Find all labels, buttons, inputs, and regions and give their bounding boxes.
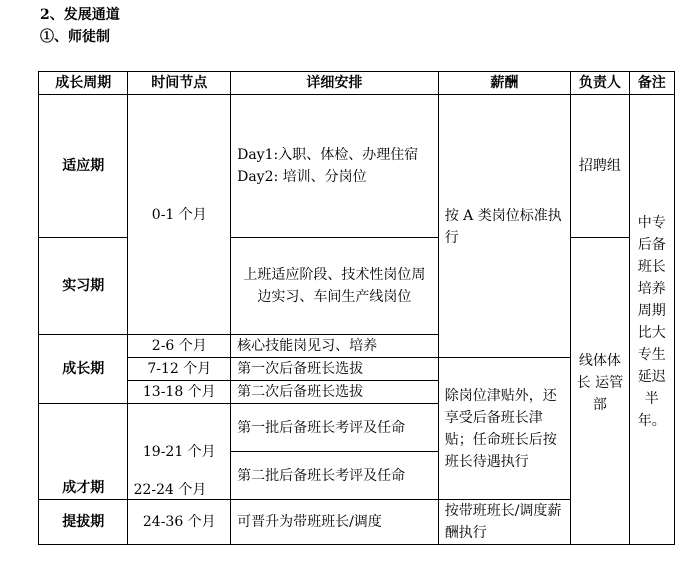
detail-day2: Day2: 培训、分岗位 — [237, 169, 367, 185]
detail-promotion: 可晋升为带班班长/调度 — [231, 500, 439, 545]
pay-a-class: 按 A 类岗位标准执行 — [438, 95, 570, 358]
header-note: 备注 — [629, 72, 674, 95]
detail-second-appoint: 第二批后备班长考评及任命 — [231, 452, 439, 500]
time-2-6: 2-6 个月 — [128, 335, 231, 358]
phase-growth: 成长期 — [39, 335, 128, 404]
detail-intern: 上班适应阶段、技术性岗位周边实习、车间生产线岗位 — [231, 238, 439, 335]
phase-adapt: 适应期 — [39, 95, 128, 238]
table-header-row — [39, 72, 675, 95]
detail-core-skill: 核心技能岗见习、培养 — [231, 335, 439, 358]
detail-adapt — [231, 95, 439, 238]
detail-first-appoint: 第一批后备班长考评及任命 — [231, 404, 439, 452]
time-label: 0-1 个月 — [151, 206, 207, 223]
time-19-21: 19-21 个月 — [128, 404, 231, 500]
header-time: 时间节点 — [128, 72, 231, 95]
subsection-heading: ①、师徒制 — [40, 29, 110, 45]
pay-allowance: 除岗位津贴外，还享受后备班长津贴；任命班长后按班长待遇执行 — [438, 358, 570, 500]
detail-second-selection: 第二次后备班长选拔 — [231, 381, 439, 404]
section-heading: 2、发展通道 — [40, 7, 120, 23]
table-row — [39, 95, 675, 238]
phase-intern: 实习期 — [39, 238, 128, 335]
header-detail: 详细安排 — [231, 72, 439, 95]
phase-talent: 成才期 — [39, 404, 128, 500]
phase-promote: 提拔期 — [39, 500, 128, 545]
pay-team-lead: 按带班班长/调度薪酬执行 — [438, 500, 570, 545]
time-24-36: 24-36 个月 — [128, 500, 231, 545]
detail-first-selection: 第一次后备班长选拔 — [231, 358, 439, 381]
development-path-table — [38, 71, 675, 545]
time-22-24: 22-24 个月 — [133, 482, 207, 498]
header-pay: 薪酬 — [438, 72, 570, 95]
time-7-12: 7-12 个月 — [128, 358, 231, 381]
header-phase: 成长周期 — [39, 72, 128, 95]
header-owner: 负责人 — [571, 72, 629, 95]
note-cell: 中专后备班长培养周期比大专生延迟半年。 — [629, 95, 674, 545]
time-13-18: 13-18 个月 — [128, 381, 231, 404]
time-0-1 — [128, 95, 231, 335]
detail-day1: Day1:入职、体检、办理住宿 — [237, 147, 419, 163]
owner-recruit: 招聘组 — [571, 95, 629, 238]
owner-line: 线体体长 运管部 — [571, 238, 629, 545]
